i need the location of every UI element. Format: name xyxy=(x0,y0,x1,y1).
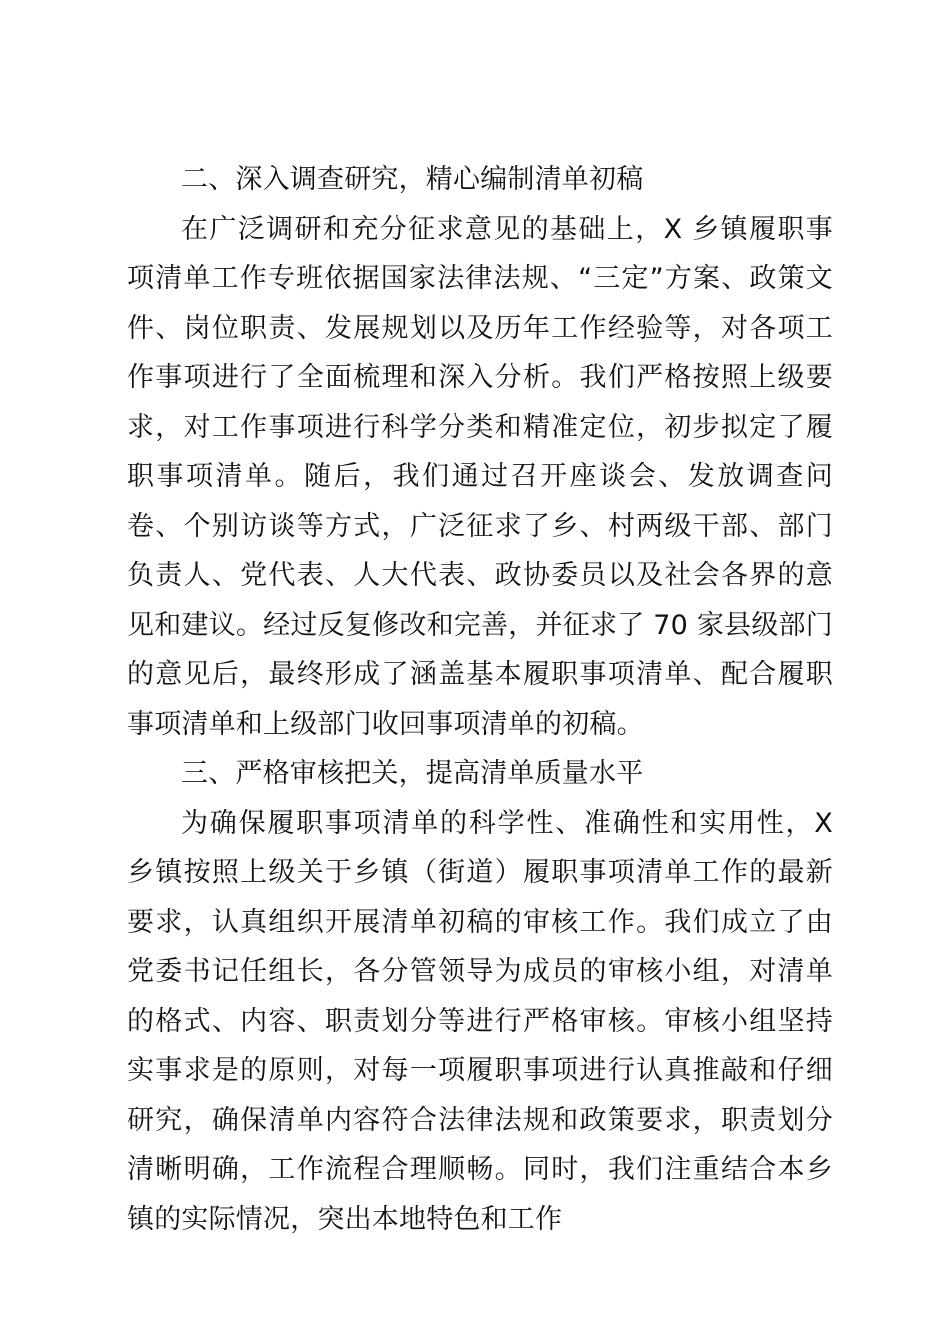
document-page xyxy=(127,155,833,1244)
section-paragraph: 在广泛调研和充分征求意见的基础上，X 乡镇履职事项清单工作专班依据国家法律法规、“三定”方案、政策文件、岗位职责、发展规划以及历年工作经验等，对各项工作事项进行了全面梳理和深入分析。我们严格按照上级要求，对工作事项进行科学分类和精准定位，初步拟定了履职事项清单。随后，我们通过召开座谈会、发放调查问卷、个别访谈等方式，广泛征求了乡、村两级干部、部门负责人、党代表、人大代表、政协委员以及社会各界的意见和建议。经过反复修改和完善，并征求了 70 家县级部门的意见后，最终形成了涵盖基本履职事项清单、配合履职事项清单和上级部门收回事项清单的初稿。 xyxy=(127,213,833,740)
section-heading: 三、严格审核把关，提高清单质量水平 xyxy=(181,758,644,789)
section-paragraph: 为确保履职事项清单的科学性、准确性和实用性，X 乡镇按照上级关于乡镇（街道）履职事项清单工作的最新要求，认真组织开展清单初稿的审核工作。我们成立了由党委书记任组长，各分管领导为成员的审核小组，对清单的格式、内容、职责划分等进行严格审核。审核小组坚持实事求是的原则，对每一项履职事项进行认真推敲和仔细研究，确保清单内容符合法律法规和政策要求，职责划分清晰明确，工作流程合理顺畅。同时，我们注重结合本乡镇的实际情况，突出本地特色和工作 xyxy=(127,807,833,1235)
section-heading: 二、深入调查研究，精心编制清单初稿 xyxy=(181,164,644,195)
